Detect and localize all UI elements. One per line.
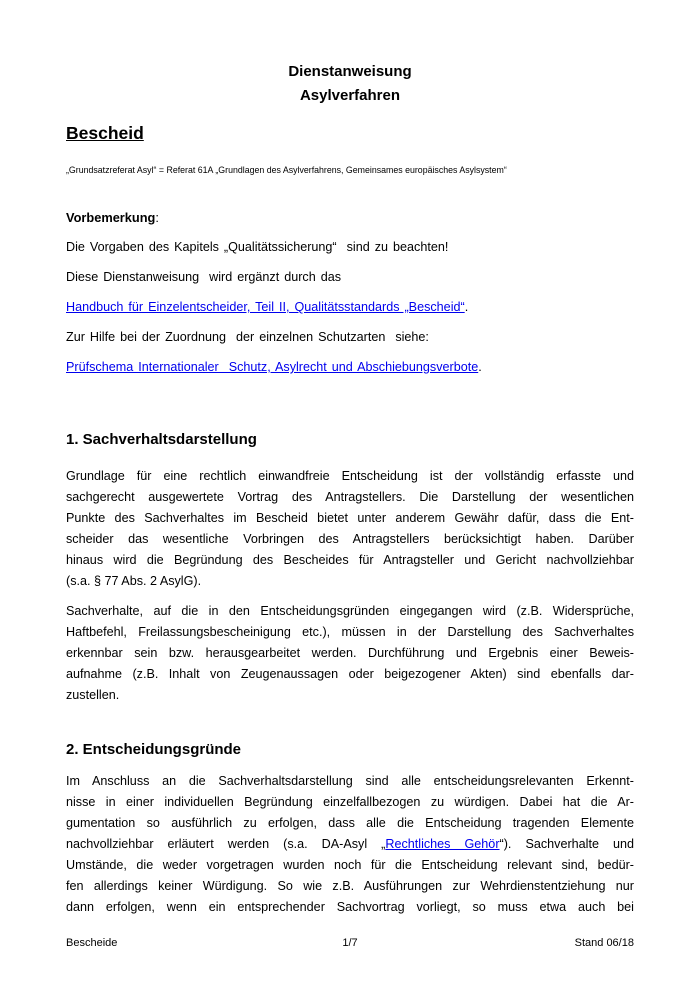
text-line: fen allerdings keiner Würdigung. So wie z.B. Ausführungen zur Wehrdienstentziehung nur <box>66 879 634 893</box>
footer-doc-name: Bescheide <box>66 937 118 949</box>
footer-version: Stand 06/18 <box>574 937 634 949</box>
text-line: aufnahme (z.B. Inhalt von Zeugenaussagen oder beigezogener Akten) sind ebenfalls dar- <box>66 667 634 681</box>
link-line-pre: nachvollziehbar erläutert werden (s.a. DA-Asyl „ <box>66 837 386 851</box>
vorbemerkung-label: Vorbemerkung <box>66 210 156 225</box>
footer-page-number: 1/7 <box>342 937 358 949</box>
doc-title-line2: Asylverfahren <box>299 87 401 104</box>
section-1-paragraph-2 <box>66 601 634 706</box>
link1-period: . <box>464 300 469 314</box>
section-2-lines-after <box>66 855 634 918</box>
text-line: Umstände, die weder vorgetragen wurden noch für die Entscheidung relevant sind, bedür- <box>66 858 634 872</box>
text-line: erkennbar sein bzw. herausgearbeitet werden. Durchführung und Ergebnis einer Beweis- <box>66 646 634 660</box>
page-content <box>66 0 634 918</box>
section-1-paragraph-1 <box>66 466 634 592</box>
intro-line-link1 <box>66 297 634 318</box>
text-line: scheider das wesentliche Vorbringen des Antragstellers berücksichtigt haben. Darüber <box>66 532 634 546</box>
subtitle-note: „Grundsatzreferat Asyl“ = Referat 61A „Grundlagen des Asylverfahrens, Gemeinsames europäisches Asylsystem“ <box>66 165 507 175</box>
intro-line-link2 <box>66 357 634 378</box>
section-2-link-line <box>66 834 634 855</box>
text-line: Im Anschluss an die Sachverhaltsdarstellung sind alle entscheidungsrelevanten Erkennt- <box>66 774 634 788</box>
text-line: nisse in einer individuellen Begründung einzelfallbezogen zu würdigen. Dabei hat die Ar- <box>66 795 634 809</box>
text-line: Haftbefehl, Freilassungsbescheinigung etc.), müssen in der Darstellung des Sachverhaltes <box>66 625 634 639</box>
text-line: gumentation so ausführlich zu erfolgen, dass alle die Entscheidung tragenden Elemente <box>66 816 634 830</box>
section-2-heading: 2. Entscheidungsgründe <box>66 741 242 758</box>
intro-line-1: Die Vorgaben des Kapitels „Qualitätssicherung“ sind zu beachten! <box>66 240 449 254</box>
link-rechtliches-gehoer[interactable]: Rechtliches Gehör <box>385 837 500 851</box>
section-2-lines-before <box>66 771 634 834</box>
link-line-post: “). Sachverhalte und <box>499 837 634 851</box>
heading-bescheid: Bescheid <box>66 123 144 143</box>
text-line: Sachverhalte, auf die in den Entscheidungsgründen eingegangen wird (z.B. Widersprüche, <box>66 604 634 618</box>
text-line: Punkte des Sachverhaltes im Bescheid bietet unter anderem Gewähr dafür, dass die Ent- <box>66 511 634 525</box>
doc-title <box>66 0 634 108</box>
vorbemerkung-heading <box>66 207 634 228</box>
intro-line-2: Diese Dienstanweisung wird ergänzt durch das <box>66 270 342 284</box>
link2-period: . <box>478 360 482 374</box>
text-line: zustellen. <box>66 688 120 702</box>
text-line: dann erfolgen, wenn ein entsprechender Sachvortrag vorliegt, so muss etwa auch bei <box>66 900 634 914</box>
doc-title-line1: Dienstanweisung <box>288 63 412 80</box>
text-line: Grundlage für eine rechtlich einwandfreie Entscheidung ist der vollständig erfasste und <box>66 469 634 483</box>
link-pruefschema[interactable]: Prüfschema Internationaler Schutz, Asylrecht und Abschiebungsverbote <box>66 360 479 374</box>
page-footer <box>66 936 634 950</box>
intro-line-3: Zur Hilfe bei der Zuordnung der einzelnen Schutzarten siehe: <box>66 330 429 344</box>
text-line: (s.a. § 77 Abs. 2 AsylG). <box>66 574 202 588</box>
text-line: sachgerecht ausgewertete Vortrag des Antragstellers. Die Darstellung der wesentlichen <box>66 490 634 504</box>
section-2-paragraph-1 <box>66 771 634 918</box>
link-handbuch-einzelentscheider[interactable]: Handbuch für Einzelentscheider, Teil II, Qualitätsstandards „Bescheid“ <box>66 300 465 314</box>
section-1-heading: 1. Sachverhaltsdarstellung <box>66 431 257 448</box>
text-line: hinaus wird die Begründung des Bescheides für Antragsteller und Gericht nachvollziehbar <box>66 553 634 567</box>
vorbemerkung-colon: : <box>155 210 159 225</box>
